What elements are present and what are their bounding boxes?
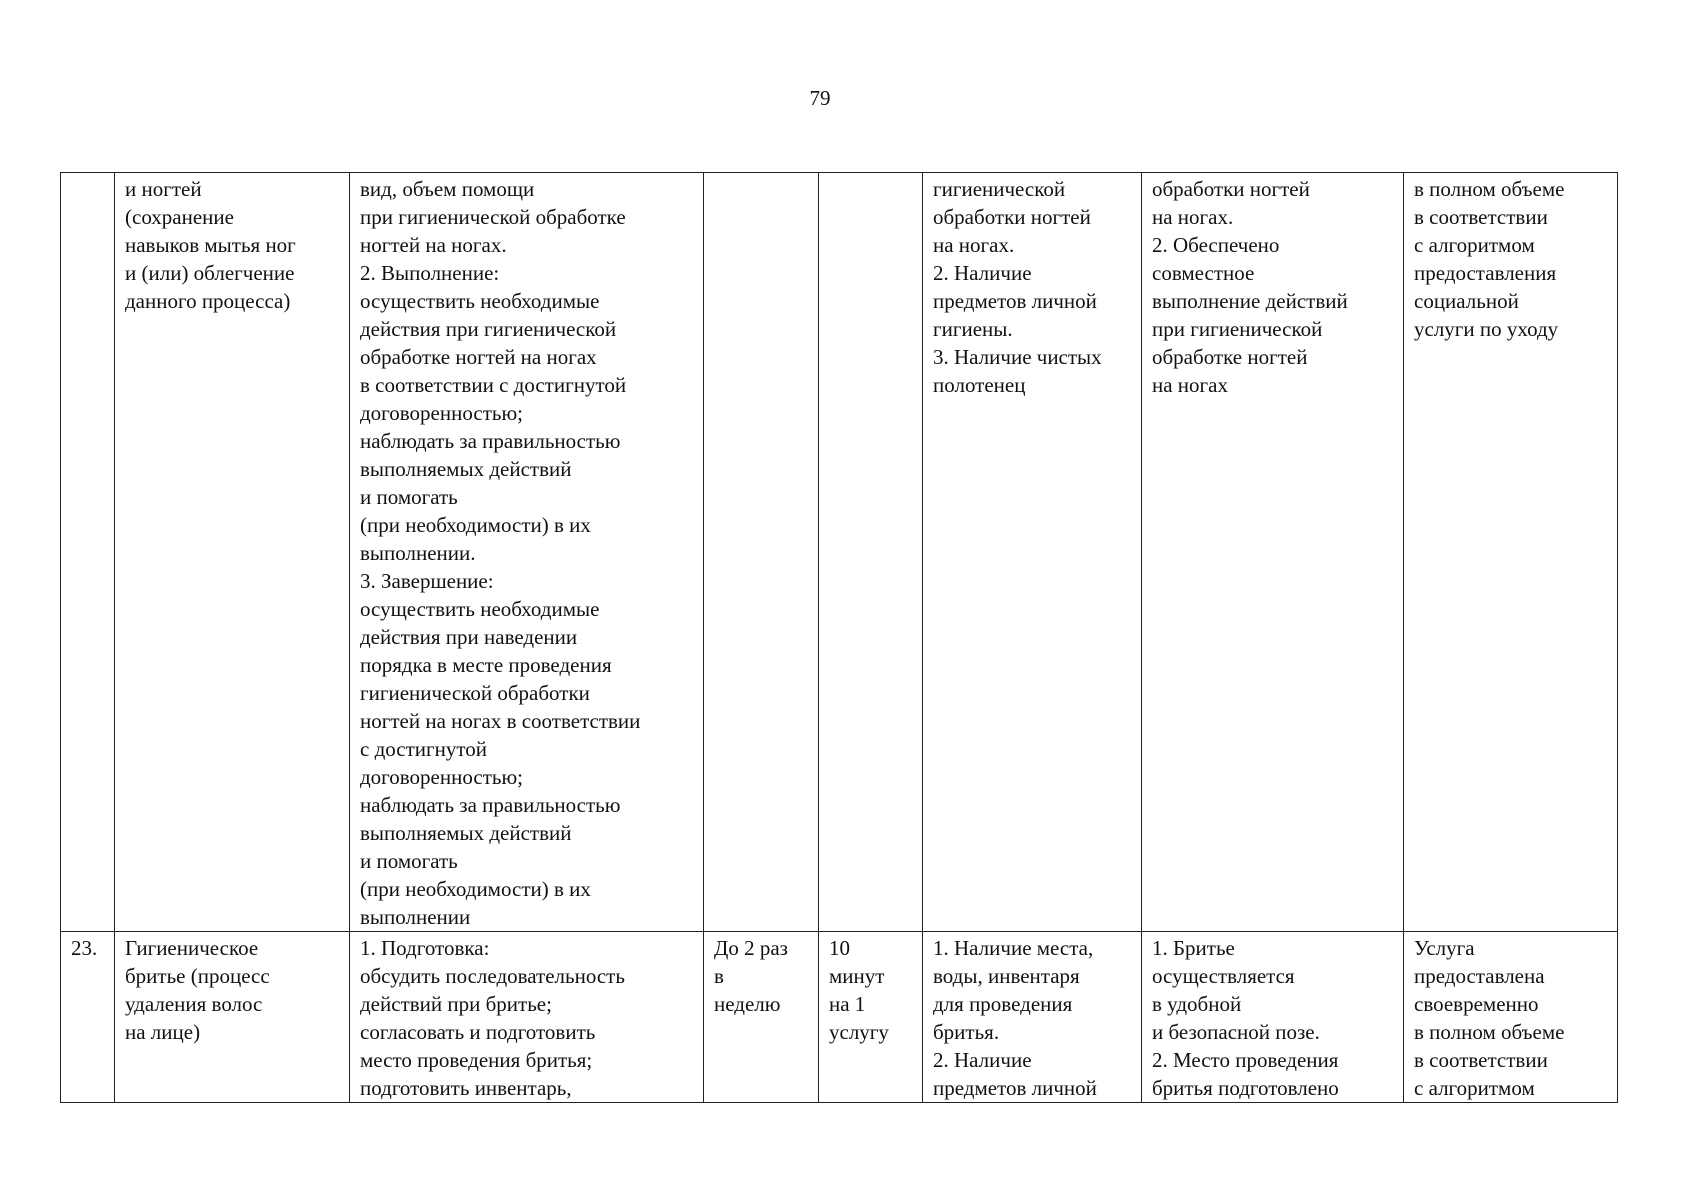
cell-line: и ногтей [125, 177, 202, 201]
cell-line: осуществить необходимые [360, 289, 600, 313]
cell-line: обработки ногтей [1152, 177, 1310, 201]
evaluation-cell [1404, 932, 1618, 1103]
cell-line: при гигиенической [1152, 317, 1323, 341]
cell-line: услугу [829, 1020, 889, 1044]
cell-line: выполнении. [360, 541, 476, 565]
cell-line: на ногах. [1152, 205, 1234, 229]
cell-line: действия при наведении [360, 625, 578, 649]
service-description-cell [350, 932, 704, 1103]
cell-line: До 2 раз [714, 936, 788, 960]
cell-line: подготовить инвентарь, [360, 1076, 572, 1100]
services-table [60, 172, 1618, 1103]
row-number-cell [61, 173, 115, 932]
cell-line: предоставления [1414, 261, 1557, 285]
cell-line: 3. Наличие чистых [933, 345, 1102, 369]
cell-line: в полном объеме [1414, 177, 1565, 201]
cell-line: (при необходимости) в их [360, 513, 591, 537]
cell-line: 2. Обеспечено [1152, 233, 1280, 257]
result-cell [1142, 932, 1404, 1103]
cell-line: предметов личной [933, 289, 1097, 313]
cell-line: предметов личной [933, 1076, 1097, 1100]
cell-line: договоренностью; [360, 401, 523, 425]
cell-line: ногтей на ногах. [360, 233, 507, 257]
table-row [61, 173, 1618, 932]
cell-line: гигиенической [933, 177, 1066, 201]
cell-line: действия при гигиенической [360, 317, 617, 341]
cell-line: согласовать и подготовить [360, 1020, 596, 1044]
cell-line: 2. Наличие [933, 1048, 1032, 1072]
cell-line: выполнение действий [1152, 289, 1348, 313]
cell-line: в соответствии [1414, 205, 1548, 229]
service-name-cell [115, 932, 350, 1103]
cell-line: гигиены. [933, 317, 1013, 341]
cell-line: своевременно [1414, 992, 1539, 1016]
cell-line: 1. Подготовка: [360, 936, 490, 960]
time-norm-cell [819, 932, 923, 1103]
cell-line: в полном объеме [1414, 1020, 1565, 1044]
cell-line: наблюдать за правильностью [360, 793, 621, 817]
cell-line: в [714, 964, 724, 988]
cell-line: на ногах [1152, 373, 1228, 397]
cell-line: обсудить последовательность [360, 964, 625, 988]
row-number-cell: 23. [61, 932, 115, 1103]
cell-line: Услуга [1414, 936, 1475, 960]
cell-line: для проведения [933, 992, 1073, 1016]
table-row [61, 932, 1618, 1103]
cell-line: при гигиенической обработке [360, 205, 626, 229]
cell-line: социальной [1414, 289, 1519, 313]
cell-line: и помогать [360, 485, 458, 509]
cell-line: выполнении [360, 905, 471, 929]
cell-line: обработке ногтей на ногах [360, 345, 597, 369]
cell-line: в соответствии [1414, 1048, 1548, 1072]
cell-line: ногтей на ногах в соответствии [360, 709, 641, 733]
cell-line: в соответствии с достигнутой [360, 373, 627, 397]
cell-line: осуществляется [1152, 964, 1295, 988]
cell-line: совместное [1152, 261, 1255, 285]
cell-line: выполняемых действий [360, 821, 572, 845]
cell-line: минут [829, 964, 885, 988]
cell-line: место проведения бритья; [360, 1048, 593, 1072]
cell-line: бритье (процесс [125, 964, 270, 988]
cell-line: осуществить необходимые [360, 597, 600, 621]
cell-line: действий при бритье; [360, 992, 552, 1016]
cell-line: на 1 [829, 992, 866, 1016]
conditions-cell [923, 173, 1142, 932]
cell-line: 2. Выполнение: [360, 261, 500, 285]
frequency-cell [704, 932, 819, 1103]
cell-line: порядка в месте проведения [360, 653, 612, 677]
cell-line: с алгоритмом [1414, 1076, 1535, 1100]
cell-line: предоставлена [1414, 964, 1545, 988]
cell-line: Гигиеническое [125, 936, 259, 960]
frequency-cell [704, 173, 819, 932]
conditions-cell [923, 932, 1142, 1103]
cell-line: и безопасной позе. [1152, 1020, 1320, 1044]
cell-line: навыков мытья ног [125, 233, 296, 257]
cell-line: 3. Завершение: [360, 569, 494, 593]
cell-line: обработки ногтей [933, 205, 1091, 229]
evaluation-cell [1404, 173, 1618, 932]
cell-line: неделю [714, 992, 781, 1016]
result-cell [1142, 173, 1404, 932]
cell-line: на ногах. [933, 233, 1015, 257]
cell-line: (при необходимости) в их [360, 877, 591, 901]
cell-line: 1. Бритье [1152, 936, 1235, 960]
cell-line: на лице) [125, 1020, 201, 1044]
cell-line: обработке ногтей [1152, 345, 1308, 369]
cell-line: воды, инвентаря [933, 964, 1080, 988]
cell-line: (сохранение [125, 205, 234, 229]
service-description-cell [350, 173, 704, 932]
cell-line: в удобной [1152, 992, 1242, 1016]
cell-line: с алгоритмом [1414, 233, 1535, 257]
cell-line: и (или) облегчение [125, 261, 295, 285]
cell-line: 2. Место проведения [1152, 1048, 1339, 1072]
cell-line: наблюдать за правильностью [360, 429, 621, 453]
cell-line: услуги по уходу [1414, 317, 1559, 341]
time-norm-cell [819, 173, 923, 932]
cell-line: и помогать [360, 849, 458, 873]
cell-line: данного процесса) [125, 289, 291, 313]
cell-line: 1. Наличие места, [933, 936, 1094, 960]
cell-line: гигиенической обработки [360, 681, 590, 705]
service-name-cell [115, 173, 350, 932]
page-number: 79 [809, 86, 831, 110]
cell-line: 10 [829, 936, 850, 960]
cell-line: полотенец [933, 373, 1026, 397]
cell-line: договоренностью; [360, 765, 523, 789]
cell-line: с достигнутой [360, 737, 488, 761]
cell-line: вид, объем помощи [360, 177, 535, 201]
cell-line: 2. Наличие [933, 261, 1032, 285]
cell-line: бритья. [933, 1020, 1000, 1044]
cell-line: выполняемых действий [360, 457, 572, 481]
cell-line: удаления волос [125, 992, 263, 1016]
cell-line: бритья подготовлено [1152, 1076, 1339, 1100]
